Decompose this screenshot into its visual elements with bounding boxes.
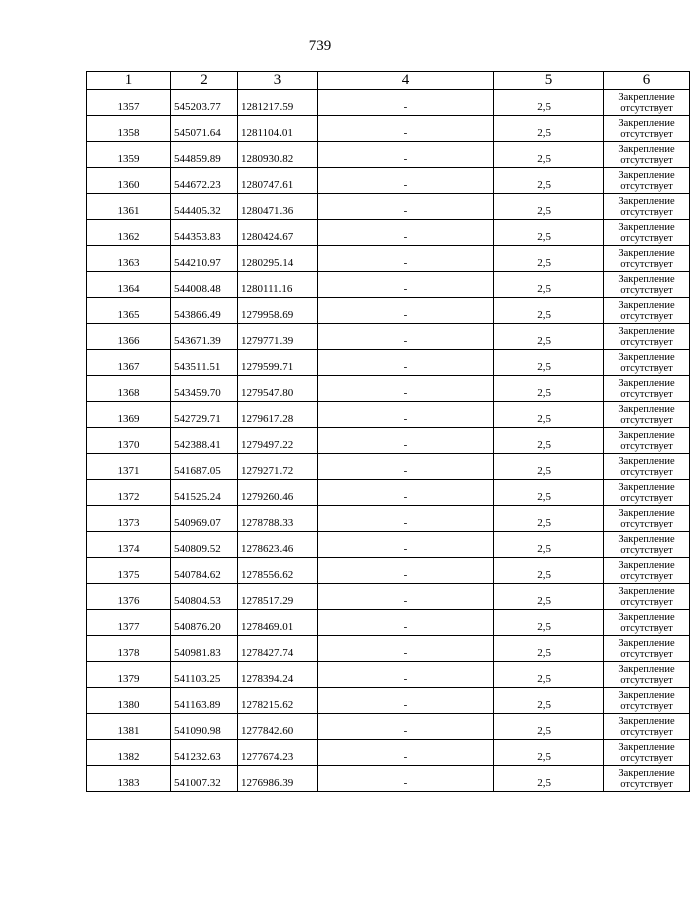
table-cell: 2,5: [494, 766, 604, 792]
table-cell: 2,5: [494, 168, 604, 194]
table-cell: Закрепление отсутствует: [604, 740, 690, 766]
table-cell: -: [318, 142, 494, 168]
table-cell: 1278556.62: [238, 558, 318, 584]
table-cell: 541687.05: [171, 454, 238, 480]
table-cell: 544353.83: [171, 220, 238, 246]
table-cell: 542729.71: [171, 402, 238, 428]
table-row: [87, 428, 690, 454]
table-row: [87, 740, 690, 766]
table-cell: 1359: [87, 142, 171, 168]
table-cell: -: [318, 246, 494, 272]
table-cell: 1361: [87, 194, 171, 220]
table-cell: 1372: [87, 480, 171, 506]
table-cell: -: [318, 376, 494, 402]
table-cell: -: [318, 116, 494, 142]
table-row: [87, 272, 690, 298]
table-cell: 1281104.01: [238, 116, 318, 142]
table-cell: 2,5: [494, 220, 604, 246]
table-cell: 541232.63: [171, 740, 238, 766]
table-cell: 541007.32: [171, 766, 238, 792]
table-cell: -: [318, 766, 494, 792]
table-cell: -: [318, 194, 494, 220]
table-cell: 2,5: [494, 532, 604, 558]
table-cell: 2,5: [494, 116, 604, 142]
table-cell: 1369: [87, 402, 171, 428]
table-cell: -: [318, 714, 494, 740]
table-cell: 1278517.29: [238, 584, 318, 610]
table-cell: 1358: [87, 116, 171, 142]
column-header: 3: [238, 72, 318, 90]
table-cell: -: [318, 350, 494, 376]
table-cell: Закрепление отсутствует: [604, 376, 690, 402]
table-cell: 1383: [87, 766, 171, 792]
table-cell: Закрепление отсутствует: [604, 428, 690, 454]
table-cell: 543511.51: [171, 350, 238, 376]
table-cell: -: [318, 168, 494, 194]
table-cell: Закрепление отсутствует: [604, 506, 690, 532]
table-cell: Закрепление отсутствует: [604, 168, 690, 194]
table-cell: 545203.77: [171, 90, 238, 116]
table-cell: 1279260.46: [238, 480, 318, 506]
table-cell: 2,5: [494, 714, 604, 740]
column-header: 5: [494, 72, 604, 90]
column-header: 4: [318, 72, 494, 90]
table-cell: 1280747.61: [238, 168, 318, 194]
table-cell: 1279771.39: [238, 324, 318, 350]
table-cell: Закрепление отсутствует: [604, 272, 690, 298]
table-cell: 540809.52: [171, 532, 238, 558]
table-cell: 2,5: [494, 610, 604, 636]
table-row: [87, 246, 690, 272]
table-row: [87, 714, 690, 740]
table-row: [87, 766, 690, 792]
table-header-row: [87, 72, 690, 90]
table-cell: 1381: [87, 714, 171, 740]
table-cell: 1368: [87, 376, 171, 402]
table-cell: Закрепление отсутствует: [604, 220, 690, 246]
table-cell: 1382: [87, 740, 171, 766]
table-row: [87, 532, 690, 558]
table-row: [87, 402, 690, 428]
table-cell: -: [318, 220, 494, 246]
table-cell: 540969.07: [171, 506, 238, 532]
table-cell: 540981.83: [171, 636, 238, 662]
table-cell: Закрепление отсутствует: [604, 246, 690, 272]
table-cell: 1357: [87, 90, 171, 116]
table-row: [87, 584, 690, 610]
table-cell: 1278427.74: [238, 636, 318, 662]
table-cell: 1280930.82: [238, 142, 318, 168]
table-cell: 1365: [87, 298, 171, 324]
table-cell: 1375: [87, 558, 171, 584]
table-cell: Закрепление отсутствует: [604, 558, 690, 584]
table-cell: 541090.98: [171, 714, 238, 740]
table-cell: 1278215.62: [238, 688, 318, 714]
table-cell: 2,5: [494, 688, 604, 714]
table-cell: 541525.24: [171, 480, 238, 506]
table-cell: 2,5: [494, 454, 604, 480]
coordinates-table: [86, 71, 690, 792]
table-cell: 544210.97: [171, 246, 238, 272]
table-row: [87, 324, 690, 350]
table-row: [87, 350, 690, 376]
table-cell: 1366: [87, 324, 171, 350]
table-cell: 543866.49: [171, 298, 238, 324]
table-cell: -: [318, 480, 494, 506]
table-cell: -: [318, 454, 494, 480]
table-cell: 540804.53: [171, 584, 238, 610]
table-cell: 544008.48: [171, 272, 238, 298]
page-number: 739: [308, 38, 332, 54]
column-header: 1: [87, 72, 171, 90]
table-cell: Закрепление отсутствует: [604, 766, 690, 792]
table-cell: 2,5: [494, 584, 604, 610]
table-cell: 1360: [87, 168, 171, 194]
table-row: [87, 506, 690, 532]
table-cell: Закрепление отсутствует: [604, 116, 690, 142]
table-cell: 544859.89: [171, 142, 238, 168]
table-cell: -: [318, 298, 494, 324]
table-cell: 1278469.01: [238, 610, 318, 636]
table-cell: Закрепление отсутствует: [604, 194, 690, 220]
table-cell: 1367: [87, 350, 171, 376]
table-cell: -: [318, 272, 494, 298]
table-row: [87, 194, 690, 220]
table-row: [87, 636, 690, 662]
table-cell: 1280471.36: [238, 194, 318, 220]
table-cell: 1278623.46: [238, 532, 318, 558]
table-cell: 1373: [87, 506, 171, 532]
table-cell: 2,5: [494, 558, 604, 584]
table-cell: -: [318, 740, 494, 766]
table-cell: Закрепление отсутствует: [604, 402, 690, 428]
table-cell: 2,5: [494, 324, 604, 350]
table-cell: 541163.89: [171, 688, 238, 714]
table-row: [87, 376, 690, 402]
table-row: [87, 454, 690, 480]
table-cell: 1379: [87, 662, 171, 688]
table-cell: 2,5: [494, 298, 604, 324]
table-row: [87, 688, 690, 714]
table-cell: 1278394.24: [238, 662, 318, 688]
table-cell: 1279547.80: [238, 376, 318, 402]
table-row: [87, 610, 690, 636]
table-cell: 540784.62: [171, 558, 238, 584]
table-cell: 1277842.60: [238, 714, 318, 740]
table-cell: 1280111.16: [238, 272, 318, 298]
table-cell: 1279958.69: [238, 298, 318, 324]
table-cell: 1279617.28: [238, 402, 318, 428]
table-cell: 1280424.67: [238, 220, 318, 246]
table-row: [87, 298, 690, 324]
table-cell: 2,5: [494, 662, 604, 688]
table-cell: -: [318, 688, 494, 714]
table-row: [87, 220, 690, 246]
table-row: [87, 558, 690, 584]
table-cell: 1377: [87, 610, 171, 636]
table-row: [87, 168, 690, 194]
table-cell: 1371: [87, 454, 171, 480]
table-row: [87, 90, 690, 116]
table-cell: 1374: [87, 532, 171, 558]
table-cell: -: [318, 428, 494, 454]
table-cell: Закрепление отсутствует: [604, 714, 690, 740]
table-cell: 2,5: [494, 194, 604, 220]
table-cell: Закрепление отсутствует: [604, 298, 690, 324]
table-cell: 544672.23: [171, 168, 238, 194]
table-cell: 2,5: [494, 376, 604, 402]
table-cell: -: [318, 558, 494, 584]
table-cell: 540876.20: [171, 610, 238, 636]
table-cell: Закрепление отсутствует: [604, 636, 690, 662]
table-cell: 1376: [87, 584, 171, 610]
table-cell: 2,5: [494, 272, 604, 298]
table-cell: Закрепление отсутствует: [604, 662, 690, 688]
table-cell: 2,5: [494, 402, 604, 428]
table-cell: -: [318, 636, 494, 662]
table-cell: 1380: [87, 688, 171, 714]
table-cell: 2,5: [494, 480, 604, 506]
table-cell: 2,5: [494, 636, 604, 662]
table-cell: 2,5: [494, 142, 604, 168]
table-cell: 1281217.59: [238, 90, 318, 116]
table-cell: 1279599.71: [238, 350, 318, 376]
table-cell: Закрепление отсутствует: [604, 688, 690, 714]
table-cell: 1276986.39: [238, 766, 318, 792]
table-cell: Закрепление отсутствует: [604, 90, 690, 116]
table-cell: Закрепление отсутствует: [604, 324, 690, 350]
table-row: [87, 662, 690, 688]
column-header: 2: [171, 72, 238, 90]
table-cell: 544405.32: [171, 194, 238, 220]
table-cell: 1370: [87, 428, 171, 454]
table-cell: 1378: [87, 636, 171, 662]
table-cell: Закрепление отсутствует: [604, 142, 690, 168]
table-cell: 541103.25: [171, 662, 238, 688]
table-cell: 2,5: [494, 246, 604, 272]
table-cell: Закрепление отсутствует: [604, 532, 690, 558]
table-body: [87, 90, 690, 792]
table-cell: 2,5: [494, 428, 604, 454]
table-cell: Закрепление отсутствует: [604, 610, 690, 636]
table-cell: 2,5: [494, 90, 604, 116]
table-cell: -: [318, 506, 494, 532]
table-cell: Закрепление отсутствует: [604, 350, 690, 376]
table-cell: -: [318, 532, 494, 558]
table-cell: 1279497.22: [238, 428, 318, 454]
table-cell: 1278788.33: [238, 506, 318, 532]
column-header: 6: [604, 72, 690, 90]
table-cell: Закрепление отсутствует: [604, 480, 690, 506]
table-cell: 2,5: [494, 506, 604, 532]
table-cell: -: [318, 402, 494, 428]
table-cell: Закрепление отсутствует: [604, 584, 690, 610]
table-cell: 1280295.14: [238, 246, 318, 272]
table-cell: 2,5: [494, 740, 604, 766]
table-cell: 545071.64: [171, 116, 238, 142]
table-cell: 543459.70: [171, 376, 238, 402]
table-cell: 1362: [87, 220, 171, 246]
table-cell: -: [318, 324, 494, 350]
table-cell: 1364: [87, 272, 171, 298]
table-cell: 542388.41: [171, 428, 238, 454]
table-cell: -: [318, 584, 494, 610]
table-cell: -: [318, 610, 494, 636]
table-cell: 1277674.23: [238, 740, 318, 766]
table-cell: Закрепление отсутствует: [604, 454, 690, 480]
table-cell: 1279271.72: [238, 454, 318, 480]
table-cell: -: [318, 662, 494, 688]
table-cell: 1363: [87, 246, 171, 272]
table-cell: 2,5: [494, 350, 604, 376]
table-row: [87, 142, 690, 168]
table-cell: 543671.39: [171, 324, 238, 350]
table-row: [87, 480, 690, 506]
table-row: [87, 116, 690, 142]
table-cell: -: [318, 90, 494, 116]
